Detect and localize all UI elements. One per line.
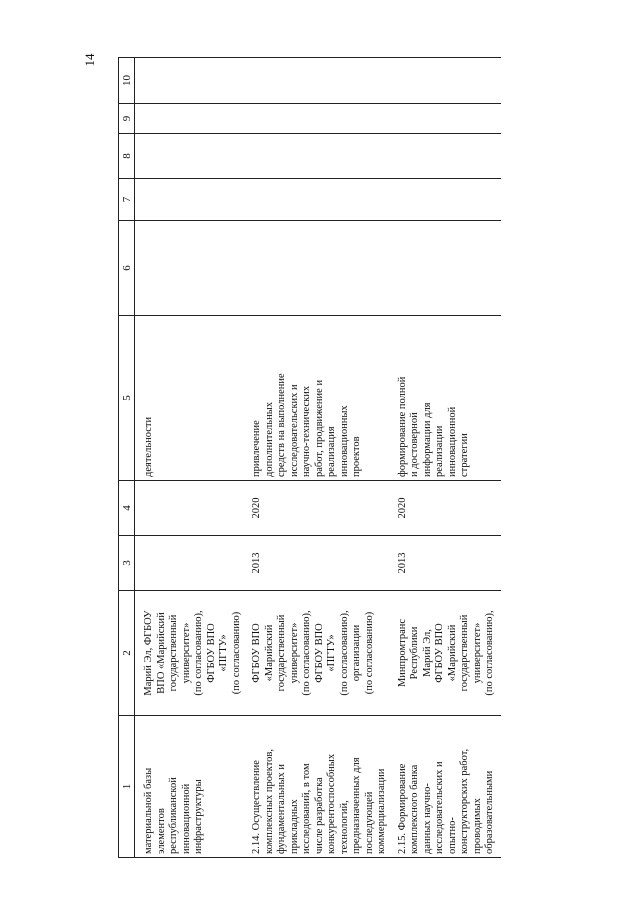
text-line: прикладных xyxy=(288,799,300,854)
empty-cell xyxy=(135,179,248,221)
text-line: ВПО «Марийский xyxy=(155,612,167,694)
text-line: (по согласованию), xyxy=(301,610,312,696)
text-line: университет» xyxy=(471,622,483,684)
text-line: «Марийский xyxy=(263,624,275,682)
text-line: исследований, в том xyxy=(301,763,312,854)
text-line: государственный xyxy=(459,614,470,692)
empty-cell xyxy=(135,134,248,179)
text-line: (по согласованию), xyxy=(193,610,204,696)
col-header-6: 6 xyxy=(119,221,135,316)
col-header-2: 2 xyxy=(119,591,135,716)
end-year-cell xyxy=(135,481,248,536)
start-year-cell: 2013 xyxy=(247,536,393,591)
text-line: данных научно- xyxy=(421,783,433,854)
col-header-1: 1 xyxy=(119,716,135,858)
result-cell xyxy=(135,316,248,481)
text-line: Марий Эл, xyxy=(421,629,433,677)
text-line: конструкторских работ, xyxy=(459,748,470,854)
col-header-4: 4 xyxy=(119,481,135,536)
text-line: материальной базы xyxy=(143,767,154,854)
text-line: коммерциализации xyxy=(376,768,387,854)
empty-cell xyxy=(247,134,393,179)
empty-cell xyxy=(247,179,393,221)
empty-cell xyxy=(393,179,501,221)
text-line: стратегии xyxy=(459,433,470,477)
text-line: деятельности xyxy=(143,416,154,477)
empty-cell xyxy=(247,104,393,134)
empty-cell xyxy=(247,58,393,104)
text-line: (по согласованию), xyxy=(338,610,350,696)
col-header-7: 7 xyxy=(119,179,135,221)
text-line: 2.14. Осуществление xyxy=(251,760,262,854)
text-line: инфраструктуры xyxy=(193,779,204,854)
text-line: и достоверной xyxy=(409,412,420,477)
empty-cell xyxy=(135,58,248,104)
text-line: дополнительных xyxy=(263,401,275,477)
empty-cell xyxy=(135,221,248,316)
col-header-3: 3 xyxy=(119,536,135,591)
text-line: «Марийский xyxy=(446,624,458,682)
text-line: университет» xyxy=(180,622,192,684)
text-line: конкурентоспособных xyxy=(326,753,337,854)
text-line: университет» xyxy=(288,622,300,684)
text-line: государственный xyxy=(168,614,179,692)
text-line: элементов xyxy=(155,808,167,854)
text-line: ФГБОУ ВПО xyxy=(313,623,325,683)
text-line: комплексного банка xyxy=(409,764,420,854)
empty-cell xyxy=(393,221,501,316)
header-row xyxy=(119,58,135,858)
text-line: исследовательских и xyxy=(288,384,300,477)
text-line: фундаментальных и xyxy=(276,763,287,854)
text-line: 2.15. Формирование xyxy=(396,763,408,854)
measure-cell xyxy=(135,716,248,858)
measure-cell xyxy=(247,716,393,858)
end-year-cell: 2020 xyxy=(247,481,393,536)
text-line: Республики xyxy=(409,626,420,680)
text-line: опытно- xyxy=(446,817,458,854)
text-line: последующей xyxy=(363,791,375,854)
executor-cell xyxy=(393,591,501,716)
result-cell xyxy=(247,316,393,481)
end-year-cell: 2020 xyxy=(393,481,501,536)
text-line: ФГБОУ ВПО xyxy=(251,623,262,683)
empty-cell xyxy=(247,221,393,316)
text-line: «ПГТУ» xyxy=(326,634,337,672)
text-line: средств на выполнение xyxy=(276,373,287,477)
text-line: инновационных xyxy=(338,405,350,477)
text-line: исследовательских и xyxy=(434,761,445,854)
text-line: (по согласованию), xyxy=(484,610,495,696)
rotated-table-block xyxy=(118,58,628,858)
text-line: (по согласованию) xyxy=(363,611,375,695)
text-line: предназначенных для xyxy=(351,757,362,854)
text-line: республиканской xyxy=(168,777,179,854)
table-row xyxy=(393,58,501,858)
text-line: (по согласованию) xyxy=(230,611,242,695)
text-line: ФГБОУ ВПО xyxy=(434,623,445,683)
text-line: привлечение xyxy=(251,420,262,477)
text-line: формирование полной xyxy=(396,376,408,477)
text-line: ФГБОУ ВПО xyxy=(205,623,217,683)
table-row xyxy=(247,58,393,858)
measure-cell xyxy=(393,716,501,858)
col-header-8: 8 xyxy=(119,134,135,179)
col-header-9: 9 xyxy=(119,104,135,134)
measures-table xyxy=(118,57,501,858)
text-line: государственный xyxy=(276,614,287,692)
executor-cell xyxy=(247,591,393,716)
start-year-cell: 2013 xyxy=(393,536,501,591)
table-row xyxy=(135,58,248,858)
text-line: числе разработка xyxy=(313,777,325,854)
text-line: проводимых xyxy=(471,798,483,854)
executor-cell xyxy=(135,591,248,716)
result-cell xyxy=(393,316,501,481)
empty-cell xyxy=(393,134,501,179)
text-line: комплексных проектов, xyxy=(263,749,275,854)
start-year-cell xyxy=(135,536,248,591)
text-line: Марий Эл, ФГБОУ xyxy=(143,610,154,696)
text-line: проектов xyxy=(351,436,362,477)
text-line: организации xyxy=(351,624,362,682)
text-line: Минпромтранс xyxy=(396,618,408,688)
text-line: реализация xyxy=(326,426,337,477)
text-line: работ, продвижение и xyxy=(313,379,325,477)
col-header-10: 10 xyxy=(119,58,135,104)
text-line: реализации xyxy=(434,425,445,477)
text-line: инновационной xyxy=(180,783,192,854)
text-line: инновационной xyxy=(446,406,458,477)
text-line: информации для xyxy=(421,402,433,477)
page-number: 14 xyxy=(82,53,97,67)
text-line: научно-технических xyxy=(301,385,312,477)
empty-cell xyxy=(135,104,248,134)
text-line: «ПГТУ» xyxy=(218,634,229,672)
text-line: технологий, xyxy=(338,800,350,854)
empty-cell xyxy=(393,58,501,104)
text-line: образовательными xyxy=(484,770,495,854)
empty-cell xyxy=(393,104,501,134)
col-header-5: 5 xyxy=(119,316,135,481)
